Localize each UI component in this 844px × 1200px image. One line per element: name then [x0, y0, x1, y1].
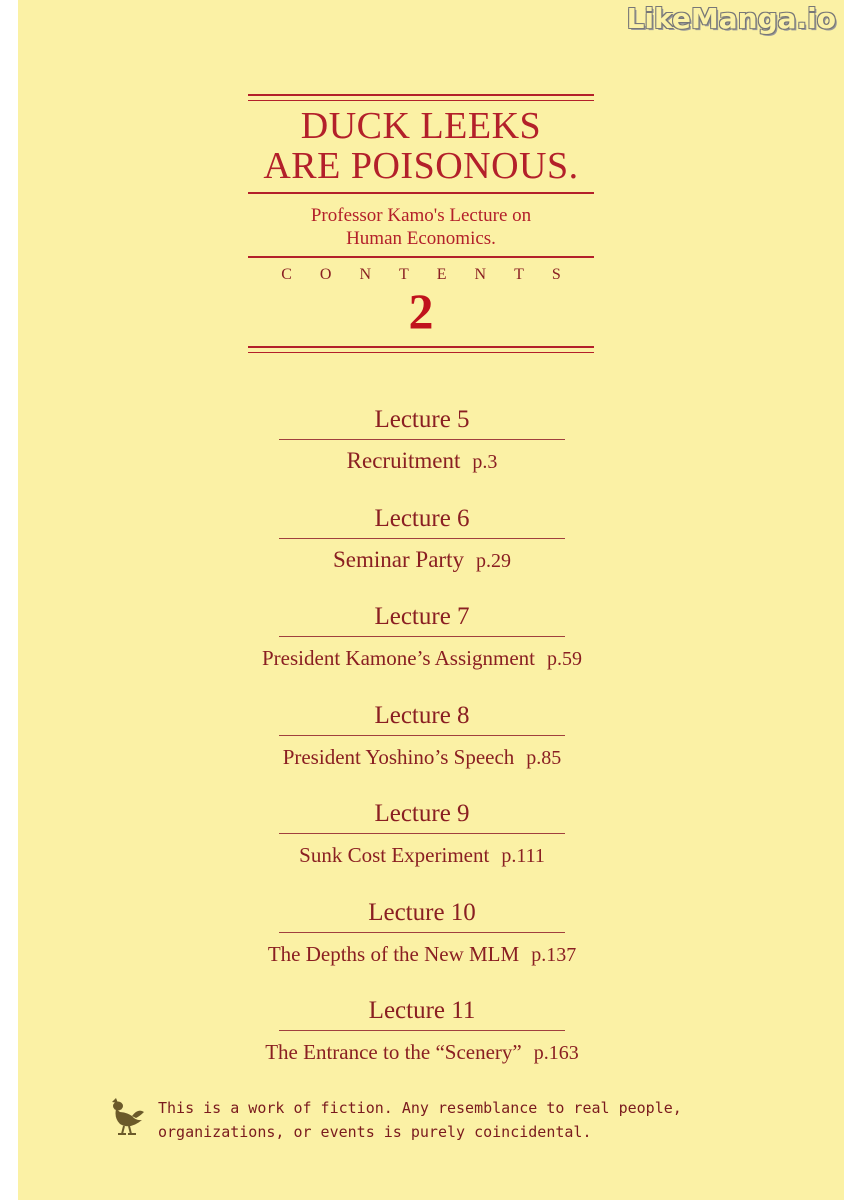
- entry-rule: [279, 735, 565, 736]
- volume-number: 2: [408, 283, 434, 339]
- toc-entry: [0, 896, 844, 995]
- chapter-title: [0, 937, 844, 972]
- top-double-rule: [248, 94, 594, 96]
- chapter-name: President Yoshino’s Speech: [282, 744, 515, 769]
- page-number: p.137: [531, 943, 577, 966]
- toc-entry: [0, 403, 844, 502]
- watermark: LikeManga.io: [626, 2, 836, 35]
- table-of-contents: [0, 403, 844, 1093]
- duck-icon: [106, 1094, 146, 1138]
- toc-entry: [0, 797, 844, 896]
- lecture-label: Lecture 11: [368, 997, 476, 1024]
- chapter-name: Recruitment: [346, 448, 461, 473]
- entry-rule: [279, 932, 565, 933]
- lecture-label: Lecture 5: [374, 406, 470, 433]
- entry-rule: [279, 538, 565, 539]
- subtitle-line-1: Professor Kamo's Lecture on: [310, 205, 532, 226]
- toc-entry: [0, 994, 844, 1093]
- lecture-label: Lecture 9: [374, 800, 470, 827]
- book-subtitle: [248, 204, 594, 250]
- subtitle-line-2: Human Economics.: [346, 228, 496, 249]
- title-block: [248, 94, 594, 348]
- disclaimer-line-1: This is a work of fiction. Any resemblance to real people,: [158, 1099, 682, 1117]
- page-number: p.163: [533, 1042, 579, 1064]
- toc-entry: [0, 699, 844, 798]
- chapter-title: [0, 641, 844, 676]
- entry-rule: [279, 833, 565, 834]
- chapter-title: [0, 1035, 844, 1070]
- page-number: p.3: [472, 451, 498, 473]
- page-number: p.85: [526, 746, 562, 769]
- toc-entry: [0, 502, 844, 601]
- page-number: p.111: [501, 845, 545, 867]
- chapter-title: [0, 444, 844, 479]
- title-rule: [248, 192, 594, 194]
- bottom-double-rule: [248, 346, 594, 348]
- toc-entry: [0, 600, 844, 699]
- title-line-2: ARE POISONOUS.: [263, 145, 579, 187]
- chapter-name: The Entrance to the “Scenery”: [265, 1040, 522, 1064]
- chapter-name: Seminar Party: [333, 546, 464, 572]
- chapter-title: [0, 838, 844, 873]
- chapter-name: Sunk Cost Experiment: [299, 843, 490, 867]
- chapter-title: [0, 543, 844, 578]
- contents-label: CONTENTS: [281, 266, 589, 283]
- chapter-name: President Kamone’s Assignment: [262, 646, 535, 670]
- fiction-disclaimer: [106, 1096, 806, 1144]
- title-line-1: DUCK LEEKS: [300, 105, 542, 147]
- disclaimer-text: [158, 1096, 682, 1144]
- subtitle-rule: [248, 256, 594, 258]
- book-title: [248, 106, 594, 186]
- chapter-name: The Depths of the New MLM: [267, 941, 520, 966]
- lecture-label: Lecture 8: [374, 701, 470, 729]
- entry-rule: [279, 439, 565, 440]
- lecture-label: Lecture 7: [374, 603, 470, 630]
- lecture-label: Lecture 10: [368, 898, 476, 926]
- disclaimer-line-2: organizations, or events is purely coincidental.: [158, 1123, 592, 1141]
- page-number: p.59: [546, 648, 582, 670]
- entry-rule: [279, 636, 565, 637]
- chapter-title: [0, 740, 844, 775]
- lecture-label: Lecture 6: [374, 504, 470, 532]
- page-number: p.29: [475, 549, 511, 572]
- entry-rule: [279, 1030, 565, 1031]
